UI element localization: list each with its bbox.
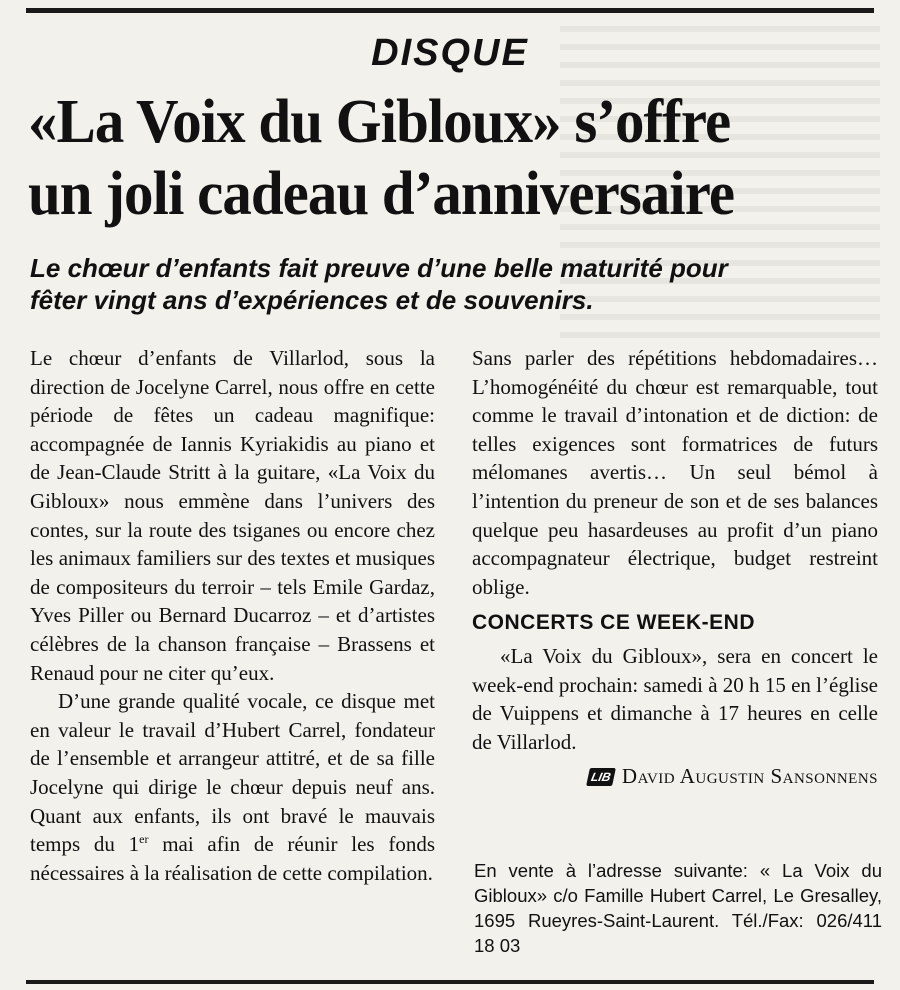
subheadline-line-2: fêter vingt ans d’expériences et de souvenirs. [30,285,594,315]
bottom-rule [26,980,874,984]
section-title-concerts: CONCERTS CE WEEK-END [472,611,756,635]
paragraph-quality-text: D’une grande qualité vocale, ce disque met en valeur le travail d’Hubert Carrel, fondateur de l’ensemble et arrangeur attitré, et de sa fille Jocelyne qui dirige le chœur depuis neuf ans. Quant aux enfants, ils ont bravé le mauvais temps du 1 [30,689,435,857]
section-kicker: DISQUE [371,32,529,74]
paragraph-intro: Le chœur d’enfants de Villarlod, sous la direction de Jocelyne Carrel, nous offre en cette période de fêtes un cadeau magnifique: accompagnée de Iannis Kyriakidis au piano et de Jean-Claude Stritt à la guitare, «La Voix du Gibloux» nous emmène dans l’univers des contes, sur la route des tsiganes ou encore chez les animaux familiers sur des textes et musiques de compositeurs du terroir – tels Emile Gardaz, Yves Piller ou Bernard Ducarroz – et d’artistes célèbres de la chanson française – Brassens et Renaud pour ne citer qu’eux. [30,346,435,685]
subheadline-line-1: Le chœur d’enfants fait preuve d’une belle maturité pour [30,253,728,283]
paragraph-quality [30,687,435,887]
headline-line-2: un joli cadeau d’anniversaire [28,160,735,228]
byline [472,762,878,791]
article-column-left [30,344,435,887]
article-column-right [472,344,878,791]
lib-logo-icon: LIB [586,768,616,786]
paragraph-rehearsals: Sans parler des répétitions hebdomadaires… L’homogénéité du chœur est remarquable, tout comme le travail d’intonation et de diction: de telles exigences sont formatrices de futurs mélomanes avertis… Un seul bémol à l’intention du preneur de son et de ses balances quelque peu hasardeuses au profit d’un piano accompagnateur électrique, budget restreint oblige. [472,346,878,599]
paragraph-quality-end: mai afin de réunir les fonds nécessaires à la réalisation de cette compilation. [30,832,435,885]
paragraph-concerts: «La Voix du Gibloux», sera en concert le week-end prochain: samedi à 20 h 15 en l’église de Vuippens et dimanche à 17 heures en celle de Villarlod. [472,643,878,754]
subheadline [30,252,870,316]
sales-info-box: En vente à l’adresse suivante: « La Voix du Gibloux» c/o Famille Hubert Carrel, Le Gresalley, 1695 Rueyres-Saint-Laurent. Tél./Fax: 026/411 18 03 [474,860,882,956]
top-rule [26,8,874,13]
headline [28,86,836,230]
author-name: David Augustin Sansonnens [621,764,878,789]
ordinal-superscript: er [139,832,149,847]
headline-line-1: «La Voix du Gibloux» s’offre [28,88,731,156]
